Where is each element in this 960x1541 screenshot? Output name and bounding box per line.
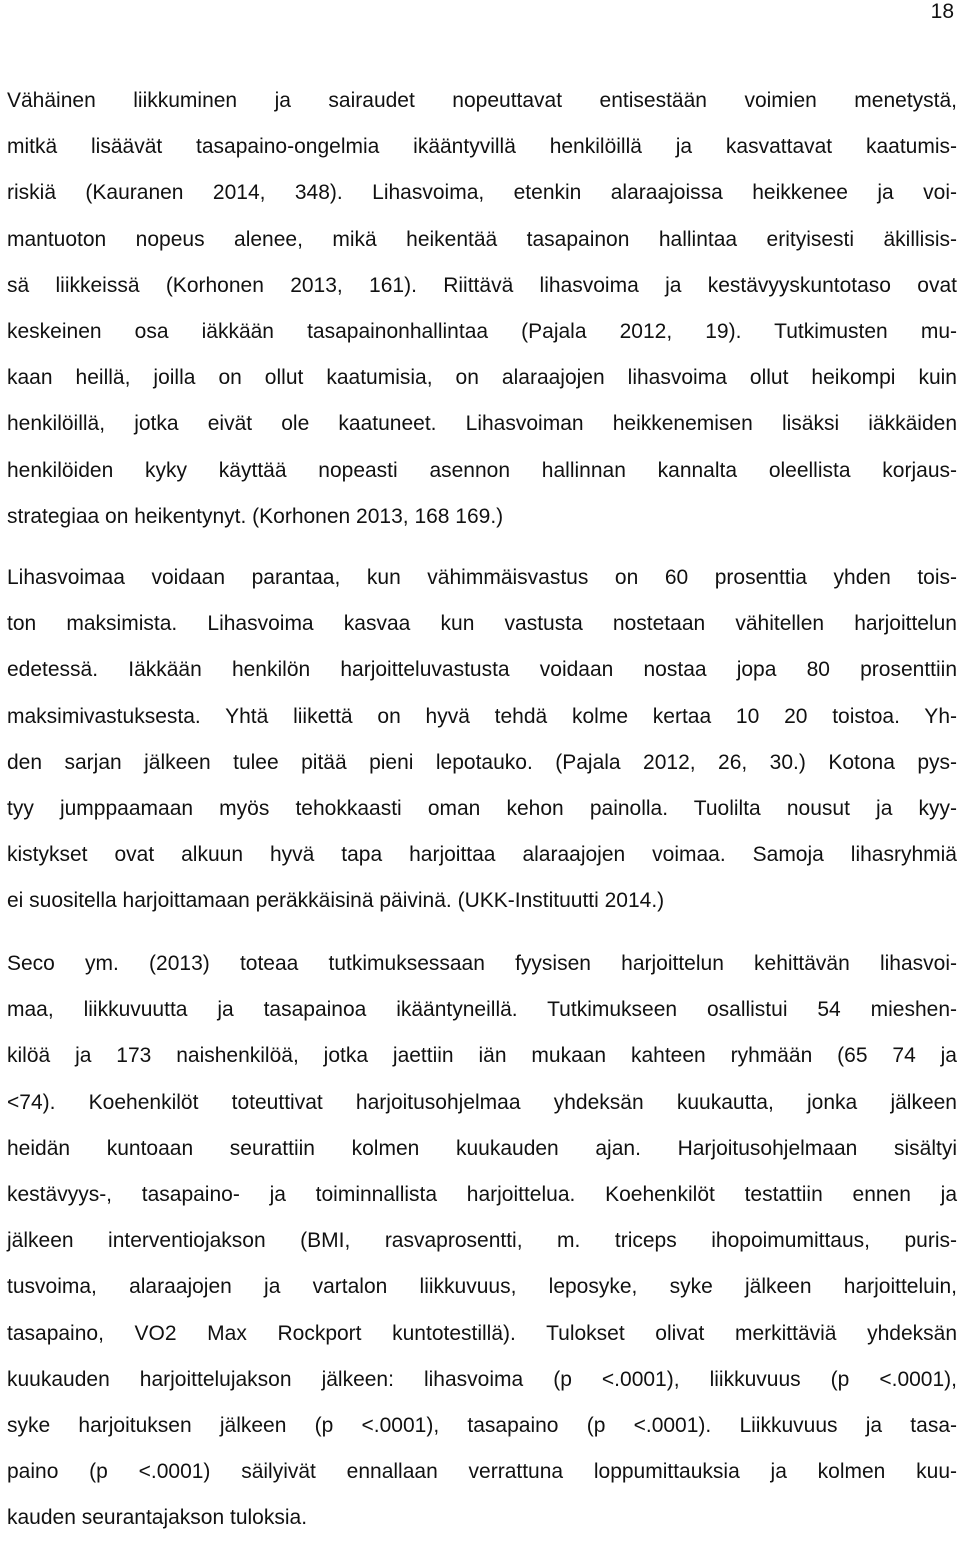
text-line: syke harjoituksen jälkeen (p <.0001), tasapaino (p <.0001). Liikkuvuus ja tasa- bbox=[7, 1413, 957, 1437]
text-line: Vähäinen liikkuminen ja sairaudet nopeuttavat entisestään voimien menetystä, bbox=[7, 89, 957, 112]
text-line: heidän kuntoaan seurattiin kolmen kuukauden ajan. Harjoitusohjelmaan sisältyi bbox=[7, 1136, 957, 1160]
text-line: paino (p <.0001) säilyivät ennallaan verrattuna loppumittauksia ja kolmen kuu- bbox=[7, 1460, 957, 1484]
text-line: kaan heillä, joilla on ollut kaatumisia, on alaraajojen lihasvoima ollut heikompi kuin bbox=[7, 366, 957, 390]
text-line: henkilöiden kyky käyttää nopeasti asennon hallinnan kannalta oleellista korjaus- bbox=[7, 458, 957, 482]
text-line: kauden seurantajakson tuloksia. bbox=[7, 1506, 308, 1530]
text-line: jälkeen interventiojakson (BMI, rasvaprosentti, m. triceps ihopoimumittaus, puris- bbox=[7, 1229, 957, 1253]
text-line: tusvoima, alaraajojen ja vartalon liikkuvuus, leposyke, syke jälkeen harjoitteluin, bbox=[7, 1275, 957, 1299]
text-line: ei suositella harjoittamaan peräkkäisinä päivinä. (UKK-Instituutti 2014.) bbox=[7, 889, 665, 913]
text-line: sä liikkeissä (Korhonen 2013, 161). Riittävä lihasvoima ja kestävyyskuntotaso ovat bbox=[7, 273, 957, 297]
text-line: kestävyys-, tasapaino- ja toiminnallista harjoittelua. Koehenkilöt testattiin ennen ja bbox=[7, 1182, 957, 1206]
text-line: Lihasvoimaa voidaan parantaa, kun vähimmäisvastus on 60 prosenttia yhden tois- bbox=[7, 566, 957, 589]
text-line: mitkä lisäävät tasapaino-ongelmia ikääntyvillä henkilöillä ja kasvattavat kaatumis- bbox=[7, 135, 957, 159]
text-line: kuukauden harjoittelujakson jälkeen: lihasvoima (p <.0001), liikkuvuus (p <.0001), bbox=[7, 1367, 957, 1391]
text-line: tasapaino, VO2 Max Rockport kuntotestillä). Tulokset olivat merkittäviä yhdeksän bbox=[7, 1321, 957, 1345]
text-line: ton maksimista. Lihasvoima kasvaa kun vastusta nostetaan vähitellen harjoittelun bbox=[7, 612, 957, 636]
paragraph-3 bbox=[7, 941, 957, 1541]
text-line: <74). Koehenkilöt toteuttivat harjoitusohjelmaa yhdeksän kuukautta, jonka jälkeen bbox=[7, 1090, 957, 1114]
text-line: kilöä ja 173 naishenkilöä, jotka jaettiin iän mukaan kahteen ryhmään (65 74 ja bbox=[7, 1044, 957, 1068]
text-line: strategiaa on heikentynyt. (Korhonen 2013, 168 169.) bbox=[7, 504, 504, 528]
paragraph-2 bbox=[7, 555, 957, 925]
text-line: Seco ym. (2013) toteaa tutkimuksessaan fyysisen harjoittelun kehittävän lihasvoi- bbox=[7, 952, 957, 975]
text-line: keskeinen osa iäkkään tasapainonhallintaa (Pajala 2012, 19). Tutkimusten mu- bbox=[7, 319, 957, 343]
text-line: den sarjan jälkeen tulee pitää pieni lepotauko. (Pajala 2012, 26, 30.) Kotona pys- bbox=[7, 750, 957, 774]
text-line: riskiä (Kauranen 2014, 348). Lihasvoima, etenkin alaraajoissa heikkenee ja voi- bbox=[7, 181, 957, 205]
text-line: kistykset ovat alkuun hyvä tapa harjoittaa alaraajojen voimaa. Samoja lihasryhmiä bbox=[7, 843, 957, 867]
page-number: 18 bbox=[930, 0, 954, 23]
paragraph-1 bbox=[7, 78, 957, 540]
text-line: maa, liikkuvuutta ja tasapainoa ikääntyneillä. Tutkimukseen osallistui 54 mieshen- bbox=[7, 998, 957, 1022]
text-line: edetessä. Iäkkään henkilön harjoitteluvastusta voidaan nostaa jopa 80 prosenttiin bbox=[7, 658, 957, 682]
text-line: henkilöillä, jotka eivät ole kaatuneet. Lihasvoiman heikkenemisen lisäksi iäkkäiden bbox=[7, 412, 957, 436]
text-line: maksimivastuksesta. Yhtä liikettä on hyvä tehdä kolme kertaa 10 20 toistoa. Yh- bbox=[7, 704, 957, 728]
text-line: mantuoton nopeus alenee, mikä heikentää tasapainon hallintaa erityisesti äkillisis- bbox=[7, 227, 957, 251]
text-line: tyy jumppaamaan myös tehokkaasti oman kehon painolla. Tuolilta nousut ja kyy- bbox=[7, 796, 957, 820]
